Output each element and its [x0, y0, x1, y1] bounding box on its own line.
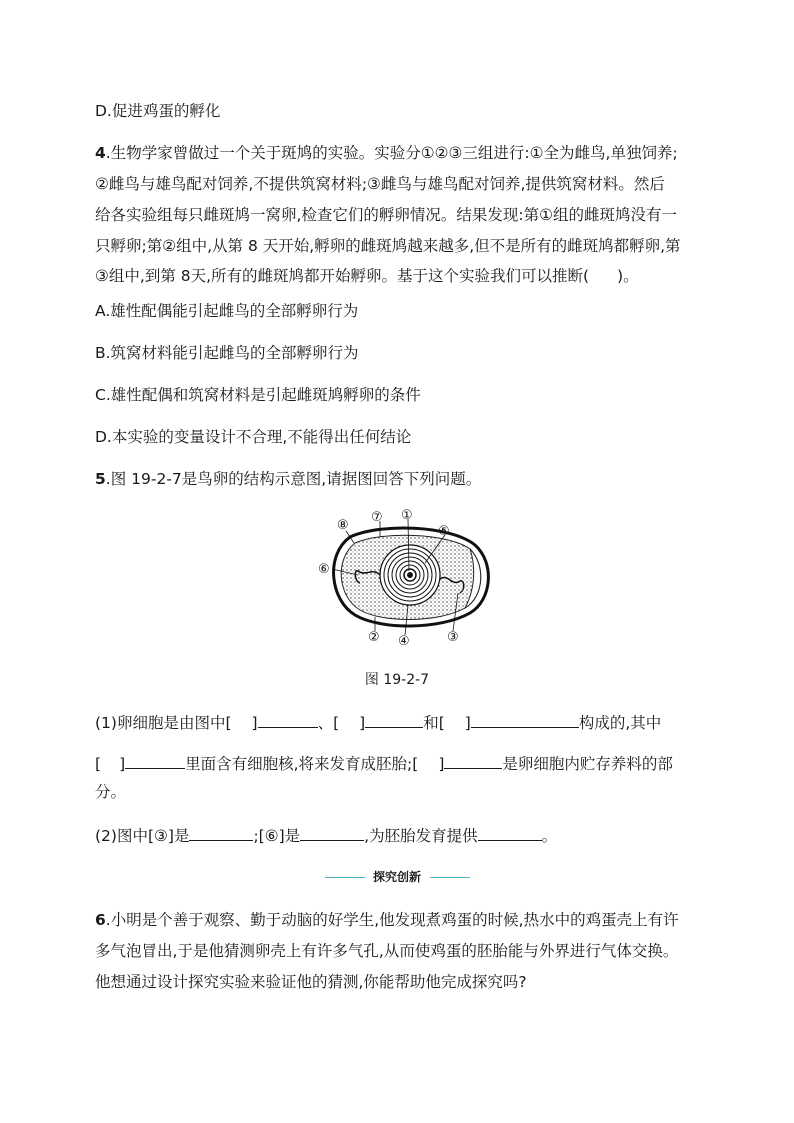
q4-option-c: C.雄性配偶和筑窝材料是引起雌斑鸠孵卵的条件: [95, 386, 421, 404]
label-3: ③: [447, 630, 459, 645]
q4-line-3: 给各实验组每只雌斑鸠一窝卵,检查它们的孵卵情况。结果发现:第①组的雌斑鸠没有一: [95, 206, 678, 224]
q6-number: 6: [95, 911, 106, 929]
q5-p1-text-c: 、[: [317, 714, 340, 732]
answer-blank[interactable]: [300, 825, 364, 841]
q3-option-d: D.促进鸡蛋的孵化: [95, 102, 221, 120]
q5-p4-text-c: ,为胚胎发育提供: [364, 827, 478, 845]
q6-text-1: .小明是个善于观察、勤于动脑的好学生,他发现煮鸡蛋的时候,热水中的鸡蛋壳上有许: [105, 911, 679, 929]
q4-option-b: B.筑窝材料能引起雌鸟的全部孵卵行为: [95, 344, 359, 362]
label-7: ⑦: [371, 510, 383, 525]
answer-blank[interactable]: [478, 825, 542, 841]
q4-text-5b: )。: [617, 267, 639, 285]
q5-part2: [95, 825, 557, 846]
q5-p1-text-g: 构成的,其中: [578, 714, 662, 732]
q5-p1-text-a: (1)卵细胞是由图中[: [95, 714, 232, 732]
figure-caption: 图 19-2-7: [364, 672, 430, 688]
q5-p1-text-b: ]: [251, 714, 258, 732]
label-1: ①: [401, 508, 413, 523]
section-rule-right: [430, 877, 470, 878]
q6-line-3: 他想通过设计探究实验来验证他的猜测,你能帮助他完成探究吗?: [95, 973, 527, 991]
q5-p2-text-c: 里面含有细胞核,将来发育成胚胎;[: [185, 755, 419, 773]
q5-p1-text-d: ]: [359, 714, 366, 732]
q4-option-d: D.本实验的变量设计不合理,不能得出任何结论: [95, 428, 412, 446]
q5-p2-text-a: [: [95, 755, 102, 773]
q5-stem: [95, 469, 481, 489]
label-8: ⑧: [337, 518, 349, 533]
q5-p2-text-d: ]: [438, 755, 445, 773]
q5-p4-text-a: (2)图中[③]是: [95, 827, 190, 845]
answer-blank[interactable]: [189, 825, 253, 841]
q5-p2-text-b: ]: [119, 755, 126, 773]
answer-blank[interactable]: [471, 712, 579, 728]
q6-line-2: 多气泡冒出,于是他猜测卵壳上有许多气孔,从而使鸡蛋的胚胎能与外界进行气体交换。: [95, 942, 679, 960]
answer-blank[interactable]: [258, 712, 318, 728]
answer-blank[interactable]: [125, 753, 185, 769]
q4-line-1: [95, 143, 678, 163]
q4-line-4: 只孵卵;第②组中,从第 8 天开始,孵卵的雌斑鸠越来越多,但不是所有的雌斑鸠都孵卵,第: [95, 237, 681, 255]
q5-p1-text-e: 和[: [423, 714, 445, 732]
answer-blank[interactable]: [365, 712, 423, 728]
section-title: 探究创新: [372, 870, 421, 884]
q4-number: 4: [95, 144, 106, 162]
q6-line-1: [95, 910, 679, 930]
bird-egg-diagram: [310, 505, 490, 655]
q5-stem-text: .图 19-2-7是鸟卵的结构示意图,请据图回答下列问题。: [105, 470, 482, 488]
label-6: ⑥: [318, 562, 330, 577]
q4-text-5a: ③组中,到第 8天,所有的雌斑鸠都开始孵卵。基于这个实验我们可以推断(: [95, 267, 590, 285]
q5-p4-text-b: ;[⑥]是: [253, 827, 301, 845]
q5-p1-text-f: ]: [464, 714, 471, 732]
label-5: ⑤: [438, 524, 450, 539]
q4-line-2: ②雌鸟与雄鸟配对饲养,不提供筑窝材料;③雌鸟与雄鸟配对饲养,提供筑窝材料。然后: [95, 175, 665, 193]
q4-option-a: A.雄性配偶能引起雌鸟的全部孵卵行为: [95, 302, 359, 320]
label-2: ②: [368, 630, 380, 645]
q5-part1-line2: [95, 753, 673, 774]
q5-part1-line3: 分。: [95, 783, 127, 801]
q5-part1-line1: [95, 712, 661, 733]
q4-line-5: [95, 266, 639, 286]
q4-text-1: .生物学家曾做过一个关于斑鸠的实验。实验分①②③三组进行:①全为雌鸟,单独饲养;: [105, 144, 678, 162]
q5-p2-text-e: 是卵细胞内贮存养料的部: [502, 755, 673, 773]
q5-p4-text-d: 。: [541, 827, 558, 845]
label-4: ④: [398, 634, 410, 649]
answer-blank[interactable]: [444, 753, 502, 769]
q5-number: 5: [95, 470, 106, 488]
